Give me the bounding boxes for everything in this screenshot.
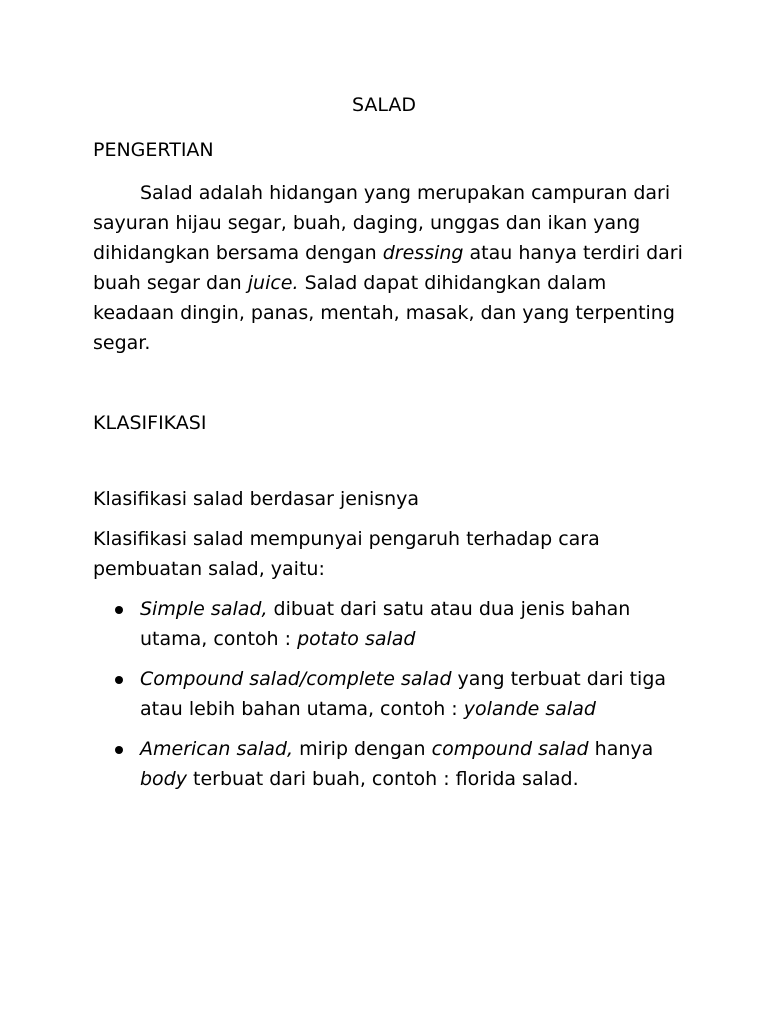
text-run: Salad adalah hidangan yang merupakan campuran dari sayuran hijau segar, buah, daging, unggas dan ikan yang dihidangkan bersama dengan	[93, 182, 671, 264]
bullet-icon	[115, 606, 123, 614]
text-run: Salad dapat dihidangkan dalam keadaan dingin, panas, mentah, masak, dan yang terpenting segar.	[93, 272, 675, 354]
italic-term: body	[140, 768, 187, 790]
italic-term: Simple salad,	[140, 598, 268, 620]
list-item-simple-salad	[93, 594, 683, 654]
italic-term: Compound salad/complete salad	[140, 668, 452, 690]
definition-paragraph	[93, 178, 683, 358]
salad-type-list	[93, 594, 683, 804]
list-item-compound-salad	[93, 664, 683, 724]
bullet-icon	[115, 746, 123, 754]
list-item-american-salad	[93, 734, 683, 794]
text-run: mirip dengan	[293, 738, 432, 760]
text-run: terbuat dari buah, contoh : florida salad.	[187, 768, 579, 790]
italic-term-juice: juice.	[247, 272, 299, 294]
bullet-icon	[115, 676, 123, 684]
text-run: atau hanya terdiri dari buah segar dan	[93, 242, 683, 294]
italic-term: American salad,	[140, 738, 294, 760]
subheading-klasifikasi-jenis: Klasifikasi salad berdasar jenisnya	[93, 488, 420, 510]
text-run: yang terbuat dari tiga atau lebih bahan utama, contoh :	[140, 668, 667, 720]
document-title: SALAD	[351, 94, 417, 116]
text-run: dibuat dari satu atau dua jenis bahan utama, contoh :	[140, 598, 631, 650]
italic-term: compound salad	[431, 738, 589, 760]
intro-paragraph: Klasifikasi salad mempunyai pengaruh terhadap cara pembuatan salad, yaitu:	[93, 528, 600, 580]
section-heading-pengertian: PENGERTIAN	[93, 139, 214, 161]
italic-term-dressing: dressing	[382, 242, 464, 264]
section-heading-klasifikasi: KLASIFIKASI	[93, 412, 207, 434]
italic-term: yolande salad	[463, 698, 596, 720]
text-run: hanya	[588, 738, 654, 760]
italic-term: potato salad	[297, 628, 416, 650]
